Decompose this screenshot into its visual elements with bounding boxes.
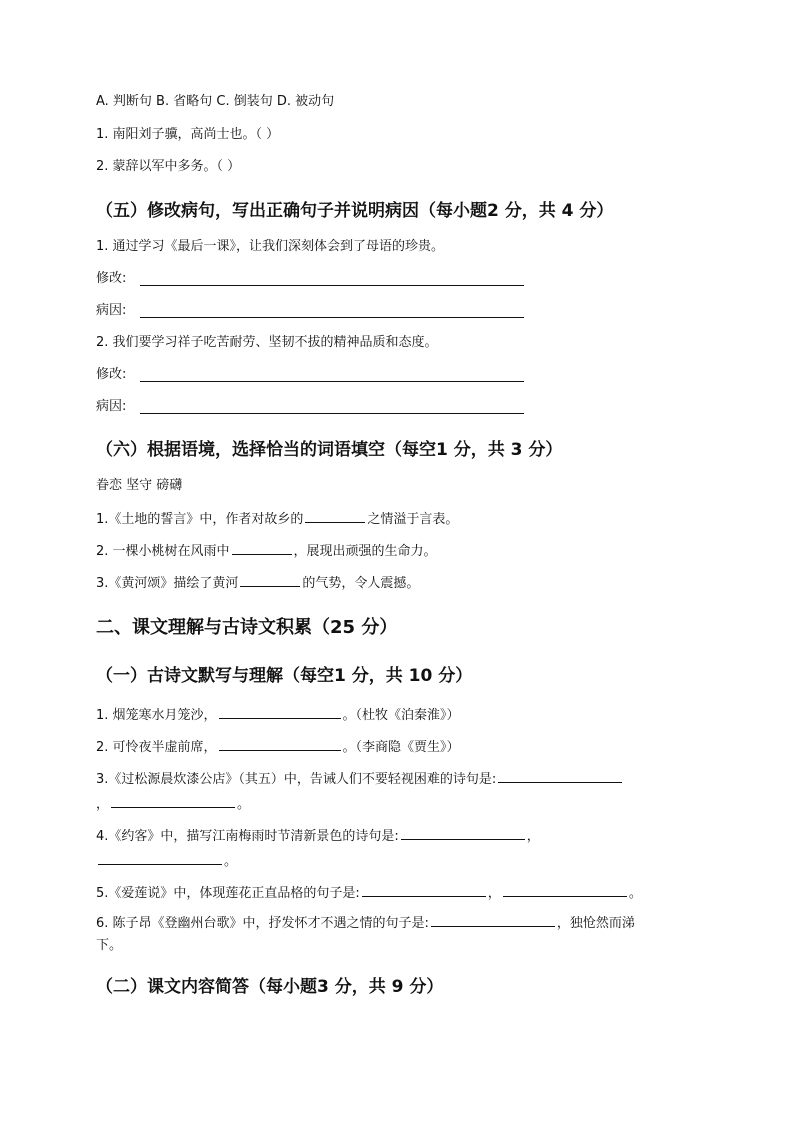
poem-question-5: 5.《爱莲说》中，体现莲花正直品格的句子是: ， 。 <box>96 883 642 903</box>
reason-answer-line-1[interactable] <box>140 317 524 318</box>
fill-blank[interactable] <box>401 826 525 840</box>
reason-answer-line-2[interactable] <box>140 413 524 414</box>
section-5-question-2: 2. 我们要学习祥子吃苦耐劳、坚韧不拔的精神品质和态度。 <box>96 335 438 350</box>
fix-answer-line-1[interactable] <box>140 285 524 286</box>
section-b-heading: （二）课文内容简答（每小题3 分，共 9 分） <box>96 977 444 997</box>
poem-question-4: 4.《约客》中，描写江南梅雨时节清新景色的诗句是: ， <box>96 826 540 846</box>
fill-blank[interactable] <box>240 573 300 587</box>
section-a-heading: （一）古诗文默写与理解（每空1 分，共 10 分） <box>96 666 473 686</box>
fill-question-2: 2. 一棵小桃树在风雨中 ，展现出顽强的生命力。 <box>96 541 437 561</box>
fill-question-1: 1.《土地的誓言》中，作者对故乡的 之情溢于言表。 <box>96 509 458 529</box>
fill-blank[interactable] <box>219 705 341 719</box>
fix-answer-line-2[interactable] <box>140 381 524 382</box>
fill-blank[interactable] <box>431 913 555 927</box>
poem-question-3-cont: ， 。 <box>96 794 250 814</box>
section-5-question-1: 1. 通过学习《最后一课》，让我们深刻体会到了母语的珍贵。 <box>96 239 445 254</box>
poem-question-3: 3.《过松源晨炊漆公店》（其五）中，告诫人们不要轻视困难的诗句是: <box>96 769 624 789</box>
fill-blank[interactable] <box>219 737 341 751</box>
fill-blank[interactable] <box>98 851 222 865</box>
fix-label-2: 修改: <box>96 367 127 382</box>
poem-question-1: 1. 烟笼寒水月笼沙， 。（杜牧《泊秦淮》） <box>96 705 460 725</box>
reason-label-2: 病因: <box>96 399 127 414</box>
question-2: 2. 蒙辞以军中多务。（ ） <box>96 159 241 174</box>
fill-question-3: 3.《黄河颂》描绘了黄河 的气势，令人震撼。 <box>96 573 419 593</box>
fix-label-1: 修改: <box>96 271 127 286</box>
fill-blank[interactable] <box>503 883 627 897</box>
poem-question-2: 2. 可怜夜半虚前席， 。（李商隐《贾生》） <box>96 737 460 757</box>
poem-question-6-cont: 下。 <box>96 938 123 953</box>
fill-blank[interactable] <box>305 509 365 523</box>
word-bank: 眷恋 坚守 磅礴 <box>96 478 183 493</box>
poem-question-4-cont: 。 <box>96 851 237 871</box>
poem-question-6: 6. 陈子昂《登幽州台歌》中，抒发怀才不遇之情的句子是: ，独怆然而涕 <box>96 913 635 933</box>
choice-options: A. 判断句 B. 省略句 C. 倒装句 D. 被动句 <box>96 94 335 109</box>
section-6-heading: （六）根据语境，选择恰当的词语填空（每空1 分，共 3 分） <box>96 440 563 460</box>
part-2-heading: 二、课文理解与古诗文积累（25 分） <box>96 617 398 638</box>
fill-blank[interactable] <box>232 541 292 555</box>
fill-blank[interactable] <box>362 883 486 897</box>
section-5-heading: （五）修改病句，写出正确句子并说明病因（每小题2 分，共 4 分） <box>96 201 614 221</box>
question-1: 1. 南阳刘子骥，高尚士也。（ ） <box>96 127 280 142</box>
fill-blank[interactable] <box>498 769 622 783</box>
reason-label-1: 病因: <box>96 303 127 318</box>
fill-blank[interactable] <box>111 794 235 808</box>
